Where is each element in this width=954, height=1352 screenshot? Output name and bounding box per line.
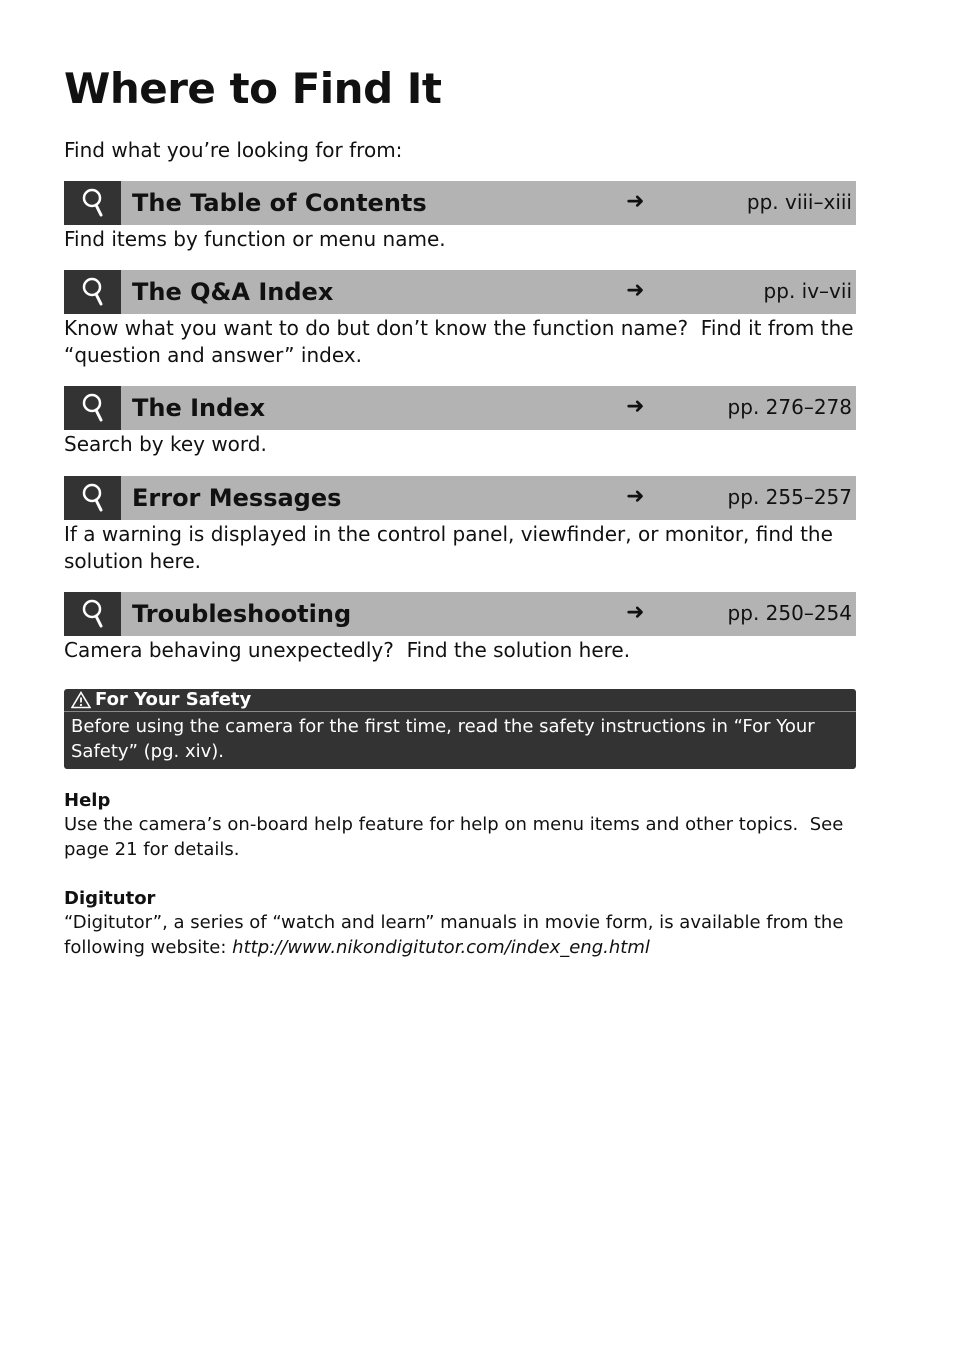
section-heading: The Table of Contents [132,189,427,217]
page-reference[interactable]: pp. 255–257 [727,485,852,509]
search-icon [80,482,106,514]
page-reference[interactable]: pp. viii–xiii [746,190,852,214]
section-error-messages [64,476,856,575]
safety-body: Before using the camera for the first time, read the safety instructions in “For Your Safety” (pg. xiv). [71,716,815,762]
digitutor-note [64,887,856,960]
section-description: Find items by function or menu name. [64,227,446,251]
section-heading: Error Messages [132,484,342,512]
digitutor-title: Digitutor [64,888,156,909]
search-icon-box [64,386,121,430]
page-reference[interactable]: pp. 250–254 [727,601,852,625]
help-body: Use the camera’s on-board help feature for help on menu items and other topics. See page 21 for details. [64,814,844,860]
arrow-right-icon: ➜ [626,189,645,214]
arrow-right-icon: ➜ [626,484,645,509]
search-icon-box [64,476,121,520]
safety-notice [64,689,856,769]
help-title: Help [64,790,111,811]
arrow-right-icon: ➜ [626,600,645,625]
digitutor-text: “Digitutor”, a series of “watch and learn” manuals in movie form, is available from the following website: [64,912,844,958]
warning-triangle-icon [71,691,91,709]
search-icon [80,187,106,219]
section-description: Search by key word. [64,432,267,456]
page-title: Where to Find It [64,64,442,113]
section-troubleshooting [64,592,856,664]
section-heading: The Q&A Index [132,278,334,306]
page-reference[interactable]: pp. 276–278 [727,395,852,419]
section-description: If a warning is displayed in the control panel, viewfinder, or monitor, find the solution here. [64,522,833,573]
digitutor-link[interactable]: http://www.nikondigitutor.com/index_eng.html [232,937,650,958]
section-bar[interactable] [64,386,856,430]
section-heading: Troubleshooting [132,600,352,628]
section-bar[interactable] [64,270,856,314]
search-icon-box [64,270,121,314]
help-note [64,789,856,862]
section-description: Know what you want to do but don’t know the function name? Find it from the “question and answer” index. [64,316,854,367]
section-bar[interactable] [64,592,856,636]
section-qa-index [64,270,856,369]
search-icon-box [64,181,121,225]
section-heading: The Index [132,394,266,422]
search-icon [80,392,106,424]
search-icon-box [64,592,121,636]
intro-text: Find what you’re looking for from: [64,138,403,162]
section-table-of-contents [64,181,856,253]
safety-header [64,689,856,712]
arrow-right-icon: ➜ [626,394,645,419]
arrow-right-icon: ➜ [626,278,645,303]
section-bar[interactable] [64,181,856,225]
search-icon [80,598,106,630]
safety-title: For Your Safety [95,689,252,710]
section-bar[interactable] [64,476,856,520]
section-index [64,386,856,458]
section-description: Camera behaving unexpectedly? Find the solution here. [64,638,631,662]
digitutor-body [64,910,856,960]
search-icon [80,276,106,308]
page-reference[interactable]: pp. iv–vii [763,279,852,303]
